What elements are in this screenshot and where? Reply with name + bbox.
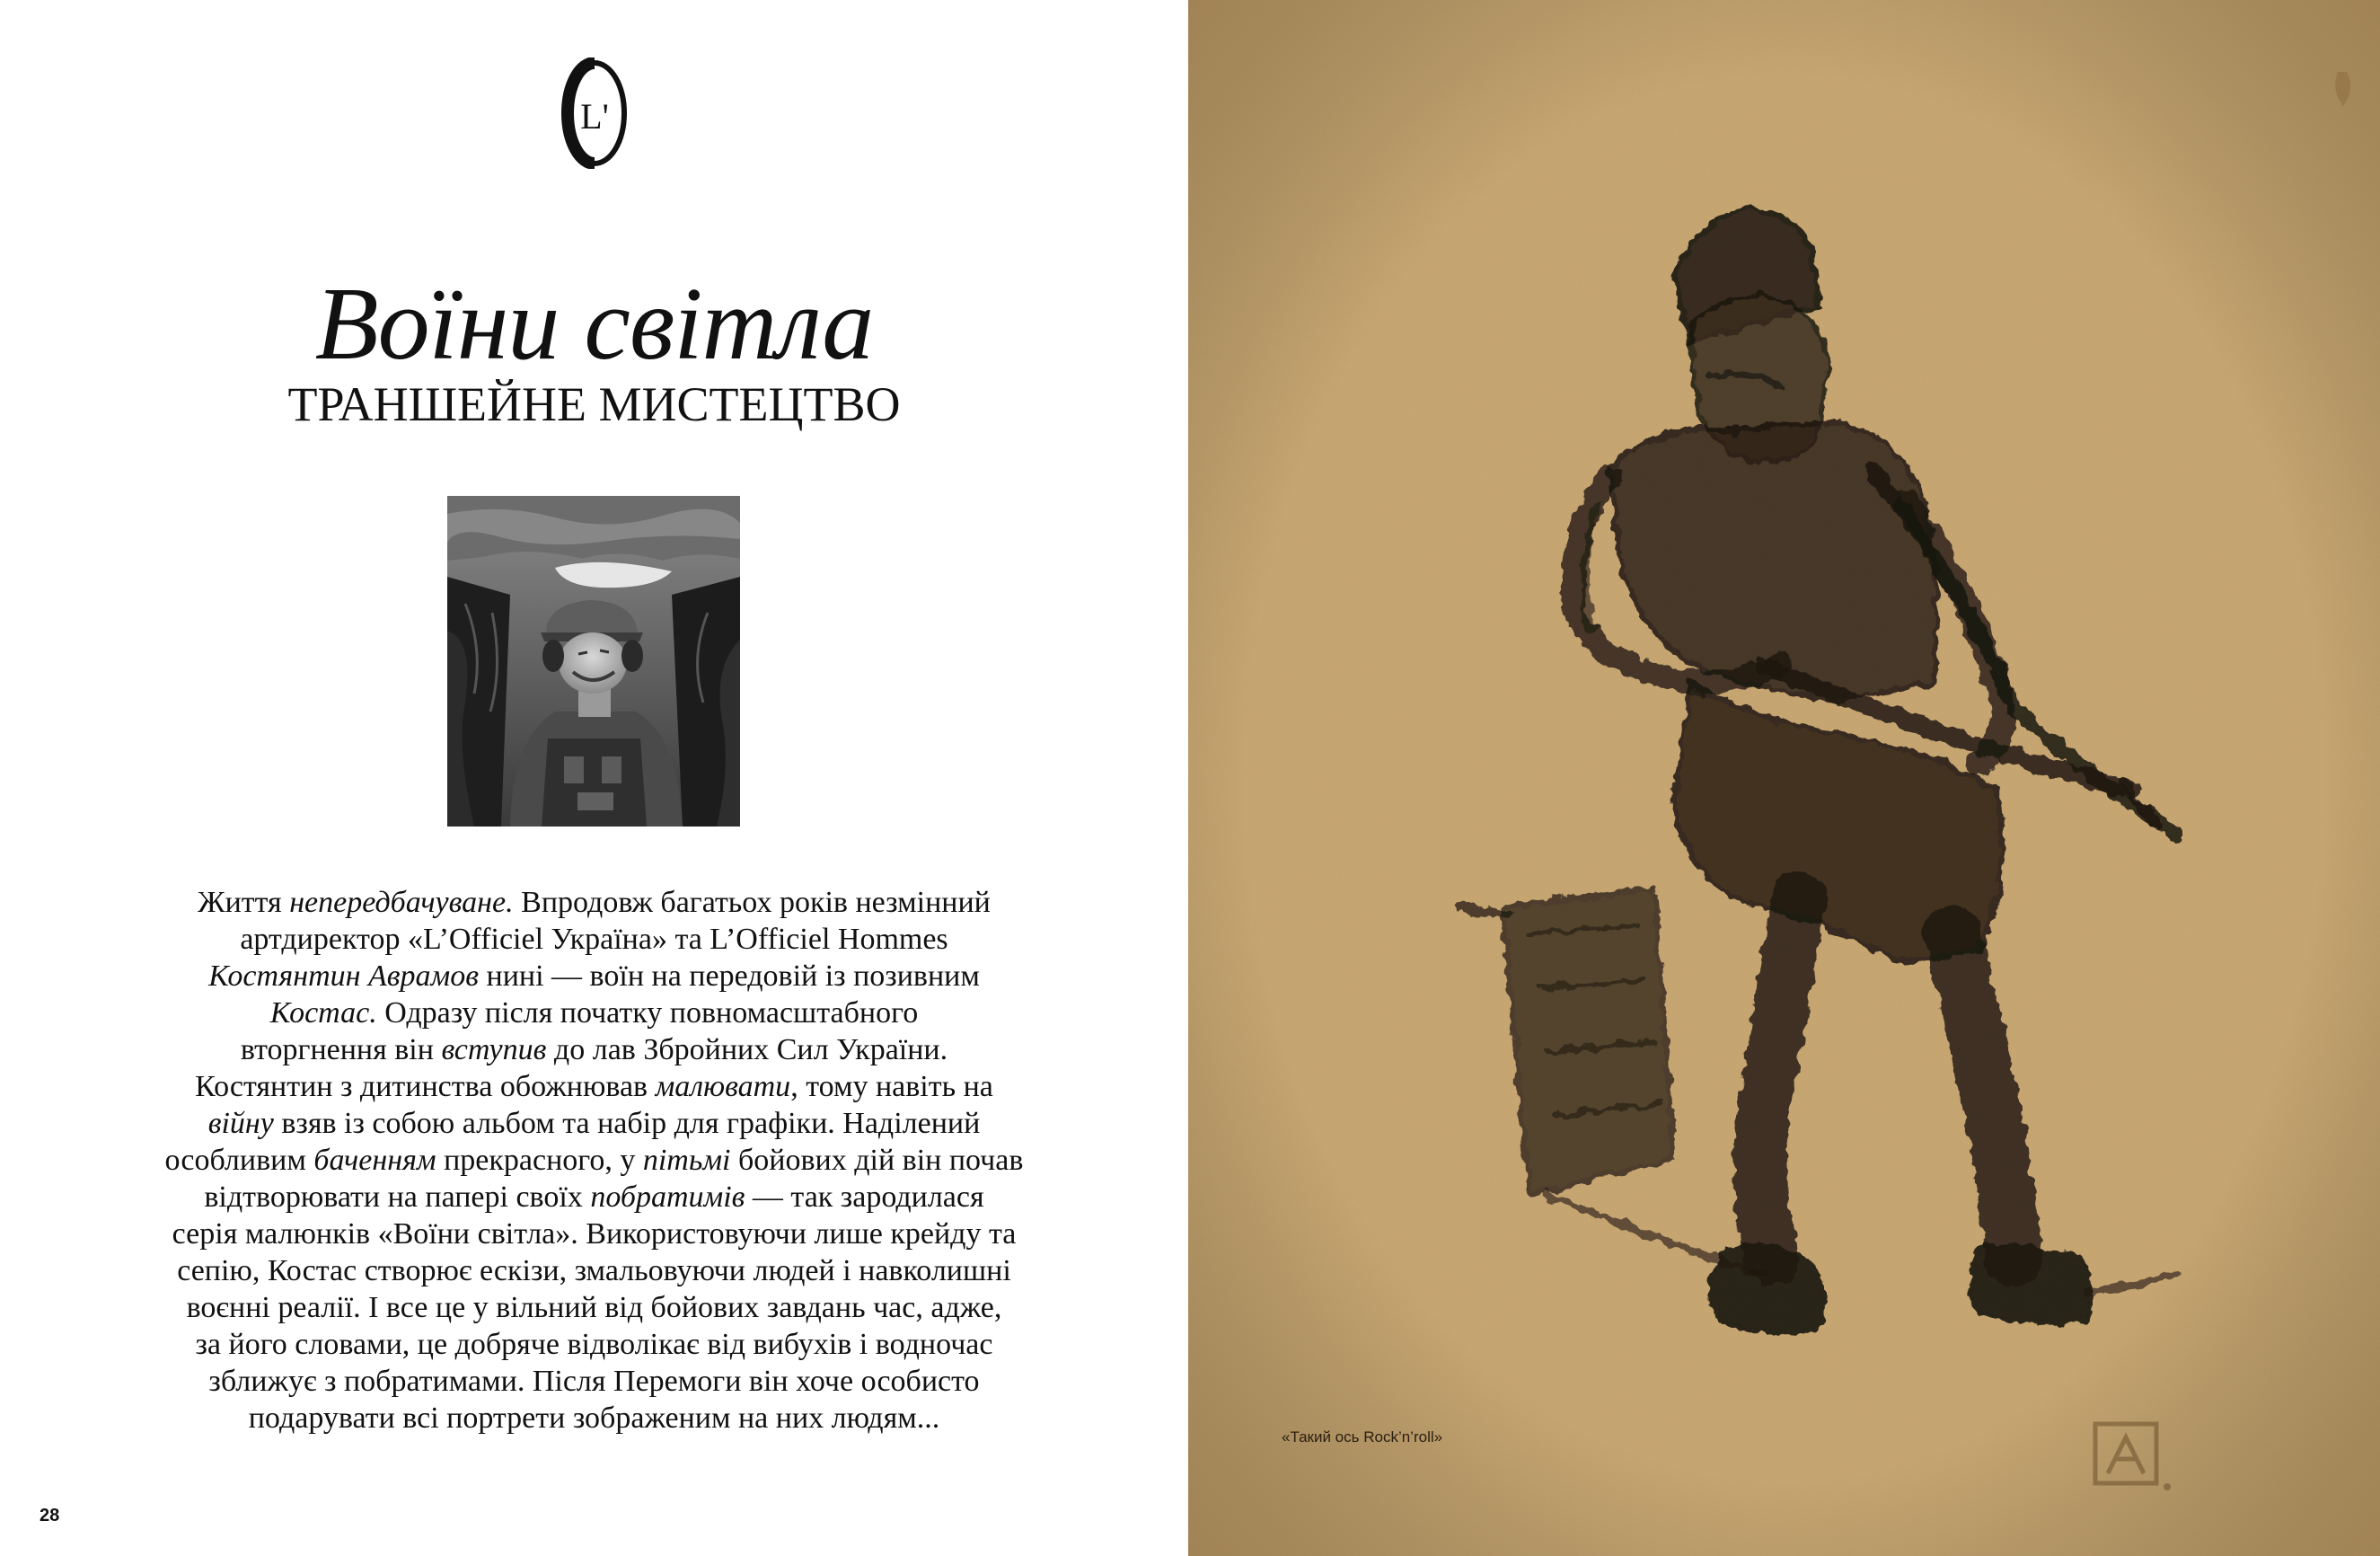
body-line: подарувати всі портрети зображеним на них людям... xyxy=(248,1401,940,1435)
body-line: воєнні реалії. І все це у вільний від бойових завдань час, адже, xyxy=(186,1291,1002,1324)
article-title: Воїни світла xyxy=(314,267,874,382)
emphasized-word: війну xyxy=(207,1107,274,1140)
emphasized-word: Костас. xyxy=(269,996,377,1030)
body-line: війну взяв із собою альбом та набір для графіки. Наділений xyxy=(207,1107,981,1140)
emphasized-word: малювати xyxy=(655,1070,791,1103)
body-line: Костас. Одразу після початку повномасштабного xyxy=(269,996,919,1030)
author-portrait-photo xyxy=(447,496,740,827)
emphasized-word: вступив xyxy=(441,1033,547,1066)
magazine-logo xyxy=(559,57,630,169)
body-line: Життя непередбачуване. Впродовж багатьох років незмінний xyxy=(198,886,991,919)
body-line: артдиректор «L’Officiel Україна» та L’Officiel Hommes xyxy=(240,923,948,956)
body-line: за його словами, це добряче відволікає від вибухів і водночас xyxy=(195,1328,993,1361)
page-number: 28 xyxy=(40,1506,60,1525)
article-body xyxy=(108,884,1080,1437)
body-line: Костянтин Аврамов нині — воїн на передовій із позивним xyxy=(208,959,980,993)
article-subtitle: ТРАНШЕЙНЕ МИСТЕЦТВО xyxy=(287,377,901,431)
body-line: серія малюнків «Воїни світла». Використовуючи лише крейду та xyxy=(172,1217,1017,1251)
body-line: відтворювати на папері своїх побратимів — так зародилася xyxy=(204,1180,984,1214)
emphasized-word: побратимів xyxy=(590,1180,745,1214)
emphasized-word: непередбачуване. xyxy=(289,886,514,919)
right-page-artwork xyxy=(1188,0,2380,1556)
body-line: вторгнення він вступив до лав Збройних Сил України. xyxy=(240,1033,948,1066)
emphasized-word: Костянтин Аврамов xyxy=(208,959,480,993)
charcoal-soldier-drawing xyxy=(1188,0,2380,1556)
body-line: сепію, Костас створює ескізи, змальовуючи людей і навколишні xyxy=(177,1254,1011,1287)
logo-letter: L' xyxy=(580,96,609,137)
body-line: Костянтин з дитинства обожнював малювати, тому навіть на xyxy=(195,1070,993,1103)
left-page xyxy=(0,0,1188,1556)
body-line: особливим баченням прекрасного, у пітьмі бойових дій він почав xyxy=(164,1144,1024,1177)
emphasized-word: пітьмі xyxy=(642,1144,731,1177)
body-line: зближує з побратимами. Після Перемоги він хоче особисто xyxy=(208,1365,980,1398)
emphasized-word: баченням xyxy=(313,1144,436,1177)
artwork-caption: «Такий ось Rock’n’roll» xyxy=(1282,1428,1443,1445)
